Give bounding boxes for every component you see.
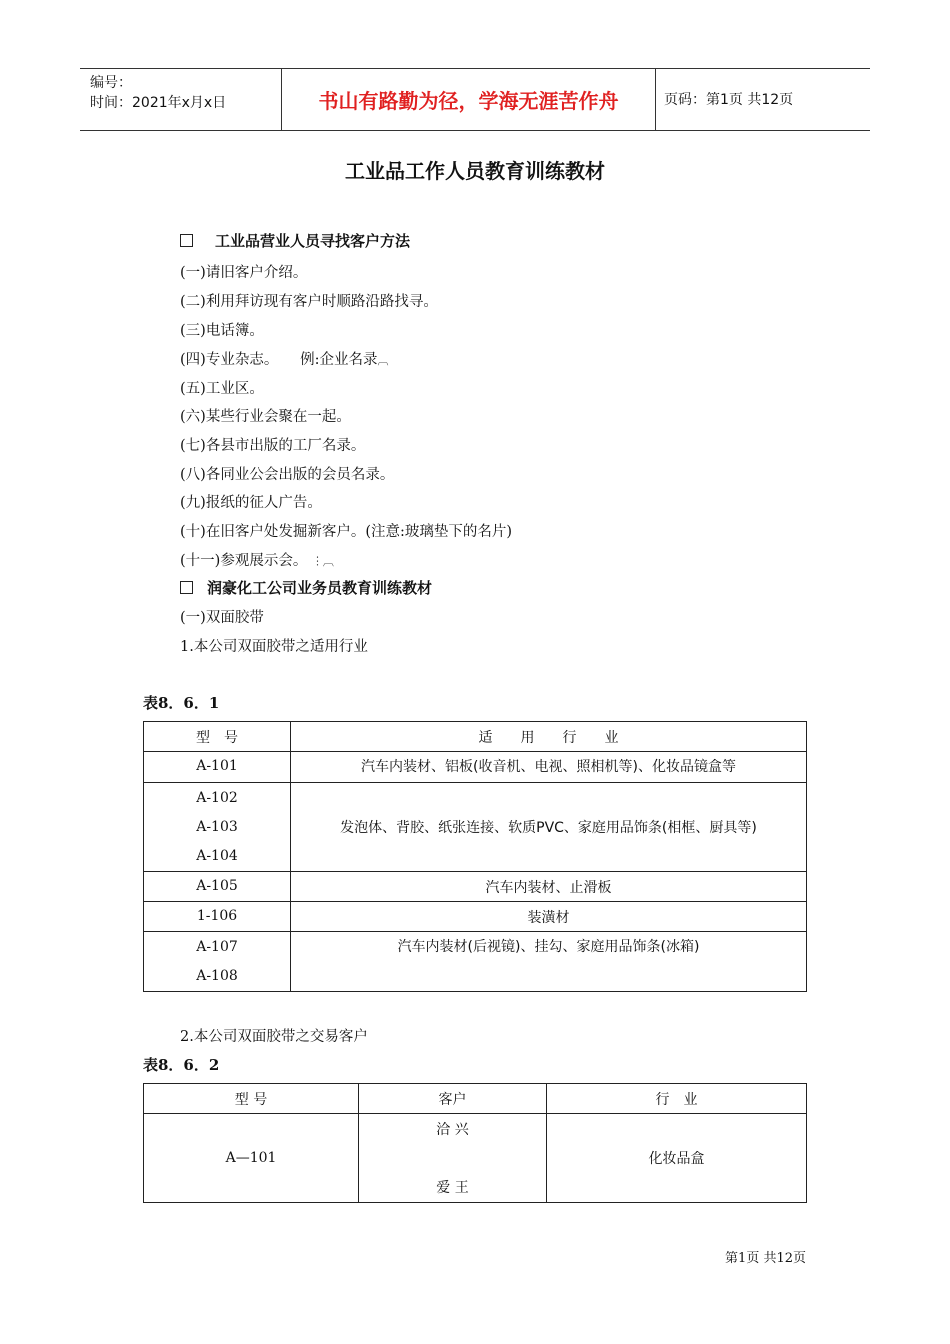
list-item — [180, 348, 388, 369]
list-item-text: (十一)参观展示会。 — [180, 553, 308, 569]
section-heading-1 — [180, 230, 410, 251]
model-value: A-103 — [196, 818, 238, 835]
model-value: A-101 — [196, 758, 238, 774]
industry-cell: 化妆品盒 — [547, 1114, 807, 1203]
time-label: 时间：2021年x月x日 — [90, 95, 227, 111]
table-row — [144, 1114, 807, 1203]
table-header-row — [144, 722, 807, 752]
table-caption: 表8．6．2 — [143, 1056, 220, 1074]
list-item: (八)各同业公会出版的会员名录。 — [180, 467, 395, 483]
column-header: 客户 — [359, 1084, 547, 1114]
page-title: 工业品工作人员教育训练教材 — [345, 159, 605, 183]
industry-cell: 汽车内装材、止滑板 — [291, 872, 807, 902]
model-cell — [144, 783, 291, 872]
page-header — [80, 68, 870, 131]
page-footer: 第1页 共12页 — [725, 1251, 806, 1266]
list-item: 2.本公司双面胶带之交易客户 — [180, 1029, 368, 1045]
model-cell — [144, 752, 291, 783]
list-item: (一)请旧客户介绍。 — [180, 265, 308, 281]
industry-cell: 汽车内装材、铝板(收音机、电视、照相机等)、化妆品镜盒等 — [291, 752, 807, 783]
header-meta — [90, 73, 226, 113]
industry-cell: 汽车内装材(后视镜)、挂勾、家庭用品饰条(冰箱) — [291, 932, 807, 992]
industry-cell: 发泡体、背胶、纸张连接、软质PVC、家庭用品饰条(相框、厨具等) — [291, 783, 807, 872]
model-cell — [144, 932, 291, 992]
list-mark: ︙︹ — [311, 555, 334, 568]
table-caption: 表8．6．1 — [143, 694, 220, 712]
column-header: 型 号 — [144, 1084, 359, 1114]
header-page-label: 页码：第1页 共12页 — [664, 92, 794, 108]
section-heading-text: 工业品营业人员寻找客户方法 — [215, 232, 411, 250]
model-cell — [144, 872, 291, 902]
model-value: 1-106 — [196, 908, 238, 924]
header-divider — [655, 69, 656, 130]
customer-cell — [359, 1114, 547, 1203]
model-value: A-104 — [196, 847, 238, 864]
column-header: 行 业 — [547, 1084, 807, 1114]
header-motto: 书山有路勤为径，学海无涯苦作舟 — [318, 89, 619, 113]
list-mark: ︹ — [377, 354, 389, 367]
list-item: (六)某些行业会聚在一起。 — [180, 409, 351, 425]
customer-name: 洽 兴 — [436, 1122, 469, 1138]
model-value: A-107 — [196, 938, 238, 955]
list-item — [180, 549, 334, 570]
table-header-row — [144, 1084, 807, 1114]
model-value: A-102 — [196, 789, 238, 806]
section-heading-2 — [180, 577, 432, 598]
table-row — [144, 932, 807, 992]
table-row — [144, 902, 807, 932]
table-row — [144, 872, 807, 902]
customer-name: 爱 王 — [436, 1180, 469, 1196]
model-cell — [144, 902, 291, 932]
list-item: (二)利用拜访现有客户时顺路沿路找寻。 — [180, 294, 438, 310]
list-item-text: (四)专业杂志。 例:企业名录 — [180, 352, 378, 368]
list-item: 1.本公司双面胶带之适用行业 — [180, 639, 368, 655]
model-value: A-108 — [196, 967, 238, 984]
list-item: (五)工业区。 — [180, 381, 264, 397]
checkbox-square-icon — [180, 581, 193, 594]
list-item: (七)各县市出版的工厂名录。 — [180, 438, 366, 454]
customer-table — [143, 1083, 807, 1203]
section-heading-text: 润豪化工公司业务员教育训练教材 — [207, 579, 433, 597]
column-header: 型 号 — [144, 722, 291, 752]
table-row — [144, 783, 807, 872]
column-header: 适 用 行 业 — [291, 722, 807, 752]
subheading: (一)双面胶带 — [180, 610, 264, 626]
checkbox-square-icon — [180, 234, 193, 247]
table-row — [144, 752, 807, 783]
list-item: (十)在旧客户处发掘新客户。(注意:玻璃垫下的名片) — [180, 524, 513, 540]
number-label: 编号： — [90, 75, 132, 91]
model-cell: A—101 — [144, 1114, 359, 1203]
list-item: (三)电话簿。 — [180, 323, 264, 339]
industry-cell: 装潢材 — [291, 902, 807, 932]
model-value: A-105 — [196, 878, 238, 894]
industry-table — [143, 721, 807, 992]
list-item: (九)报纸的征人广告。 — [180, 495, 322, 511]
